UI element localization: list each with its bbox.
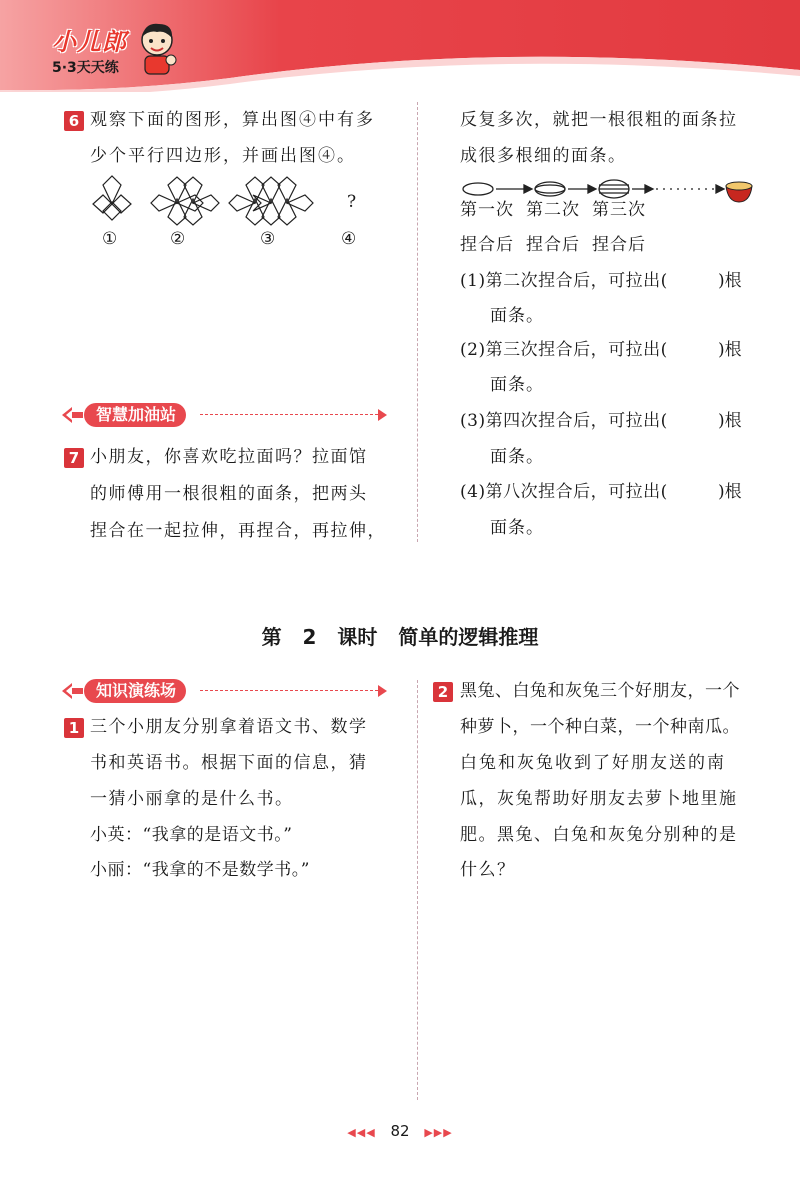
sub-question-3-cont: 面条。 xyxy=(490,447,544,467)
question-2-line-4: 瓜，灰兔帮助好朋友去萝卜地里施 xyxy=(460,789,738,809)
banner-arrow-icon xyxy=(378,409,387,421)
sub-question-3: (3)第四次捏合后，可拉出( xyxy=(460,411,668,431)
brand-subtitle: 5·3天天练 xyxy=(52,60,119,76)
question-7-line-2: 的师傅用一根很粗的面条，把两头 xyxy=(90,484,368,504)
banner-dashed-line xyxy=(200,690,378,691)
sub-question-2-suffix: )根 xyxy=(718,340,742,360)
banner-arrow-icon xyxy=(378,685,387,697)
sub-question-4-suffix: )根 xyxy=(718,482,742,502)
banner-wisdom-station xyxy=(62,402,387,428)
figure-label-2: ② xyxy=(170,229,186,249)
parallelogram-figures xyxy=(85,175,375,230)
figure-label-1: ① xyxy=(102,229,118,249)
question-1-line-5: 小丽：“我拿的不是数学书。” xyxy=(90,860,310,880)
question-1-line-4: 小英：“我拿的是语文书。” xyxy=(90,825,293,845)
figure-1-shape xyxy=(93,176,131,220)
question-7-cont-line-2: 成很多根细的面条。 xyxy=(460,146,627,166)
step-label-3-row-1: 第三次 xyxy=(592,200,646,220)
step-label-2-row-2: 捏合后 xyxy=(526,235,580,255)
brand-logo xyxy=(52,22,127,77)
banner-icon xyxy=(62,681,84,701)
question-1-line-3: 一猜小丽拿的是什么书。 xyxy=(90,789,294,809)
figure-2-shape xyxy=(151,177,219,225)
sub-question-2: (2)第三次捏合后，可拉出( xyxy=(460,340,668,360)
question-2-line-5: 肥。黑兔、白兔和灰兔分别种的是 xyxy=(460,825,738,845)
question-2-line-3: 白兔和灰兔收到了好朋友送的南 xyxy=(460,753,726,773)
question-6-number: 6 xyxy=(64,111,84,131)
sub-question-3-suffix: )根 xyxy=(718,411,742,431)
figure-3-shape xyxy=(229,177,313,225)
brand-title: 小儿郎 xyxy=(52,28,127,56)
page-next-arrows-icon: ▶▶▶ xyxy=(424,1126,453,1139)
mascot-boy-icon xyxy=(135,20,179,76)
banner-label: 智慧加油站 xyxy=(84,403,186,427)
sub-question-1-cont: 面条。 xyxy=(490,306,544,326)
page-footer xyxy=(0,1122,800,1140)
step-label-1-row-1: 第一次 xyxy=(460,200,514,220)
figure-4-unknown: ? xyxy=(347,192,357,212)
lesson-title: 第 2 课时 简单的逻辑推理 xyxy=(261,625,539,649)
sub-question-2-cont: 面条。 xyxy=(490,375,544,395)
sub-question-4-cont: 面条。 xyxy=(490,518,544,538)
noodle-bowl-icon xyxy=(726,182,752,202)
question-2-number: 2 xyxy=(433,682,453,702)
banner-knowledge-practice xyxy=(62,678,387,704)
figure-label-4: ④ xyxy=(341,229,357,249)
question-7-line-1: 小朋友，你喜欢吃拉面吗？拉面馆 xyxy=(90,447,368,467)
step-label-3-row-2: 捏合后 xyxy=(592,235,646,255)
question-2-line-6: 什么？ xyxy=(460,860,516,880)
column-divider-top xyxy=(417,102,418,542)
page-number: 82 xyxy=(390,1122,410,1140)
question-1-number: 1 xyxy=(64,718,84,738)
question-1-line-1: 三个小朋友分别拿着语文书、数学 xyxy=(90,717,368,737)
banner-icon xyxy=(62,405,84,425)
question-2-line-1: 黑兔、白兔和灰兔三个好朋友，一个 xyxy=(460,681,740,701)
sub-question-1: (1)第二次捏合后，可拉出( xyxy=(460,271,668,291)
question-7-cont-line-1: 反复多次，就把一根很粗的面条拉 xyxy=(460,110,738,130)
banner-dashed-line xyxy=(200,414,378,415)
figure-label-3: ③ xyxy=(260,229,276,249)
step-label-1-row-2: 捏合后 xyxy=(460,235,514,255)
question-2-line-2: 种萝卜，一个种白菜，一个种南瓜。 xyxy=(460,717,740,737)
question-6-line-2: 少个平行四边形，并画出图④。 xyxy=(90,146,356,166)
step-label-2-row-1: 第二次 xyxy=(526,200,580,220)
sub-question-1-suffix: )根 xyxy=(718,271,742,291)
column-divider-bottom xyxy=(417,680,418,1100)
question-6-line-1: 观察下面的图形，算出图④中有多 xyxy=(90,110,375,130)
question-7-line-3: 捏合在一起拉伸，再捏合，再拉伸， xyxy=(90,521,386,541)
banner-label: 知识演练场 xyxy=(84,679,186,703)
question-1-line-2: 书和英语书。根据下面的信息，猜 xyxy=(90,753,368,773)
sub-question-4: (4)第八次捏合后，可拉出( xyxy=(460,482,668,502)
page-prev-arrows-icon: ◀◀◀ xyxy=(347,1126,376,1139)
question-7-number: 7 xyxy=(64,448,84,468)
